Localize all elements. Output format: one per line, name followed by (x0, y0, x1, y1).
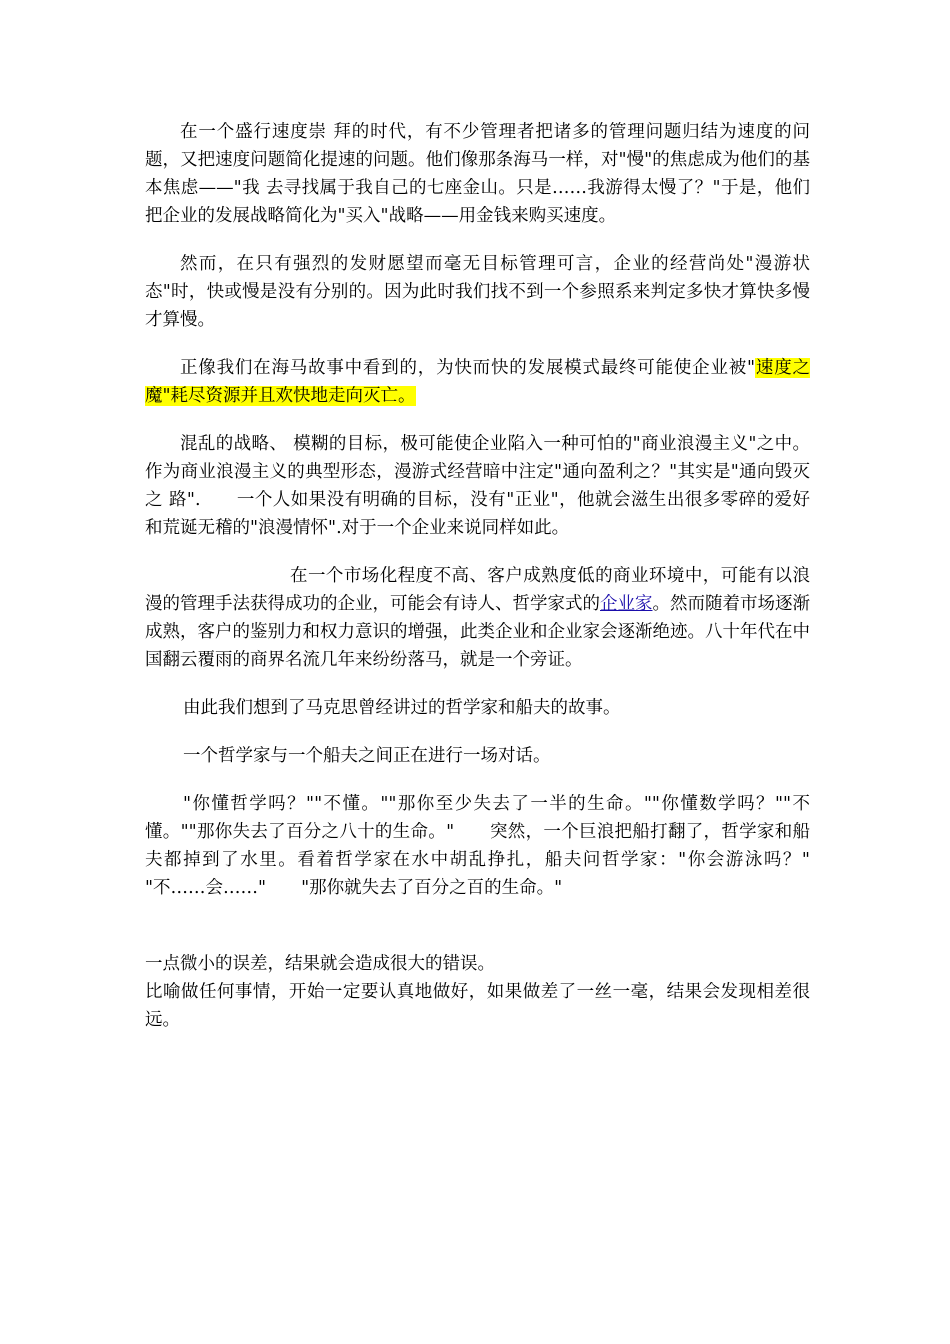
document-body (145, 118, 845, 1034)
paragraph-wandering-state: 然而，在只有强烈的发财愿望而毫无目标管理可言，企业的经营尚处"漫游状态"时，快或慢是没有分别的。因为此时我们找不到一个参照系来判定多快才算快多慢才算慢。 (145, 254, 810, 330)
entrepreneur-link[interactable]: 企业家 (600, 594, 653, 614)
paragraph-market-maturity-text-after: 。然而随着市场逐渐成熟，客户的鉴别力和权力意识的增强，此类企业和企业家会逐渐绝迹。八十年代在中国翻云覆雨的商界名流几年来纷纷落马，就是一个旁证。 (145, 594, 810, 670)
paragraph-marx-story-intro: 由此我们想到了马克思曾经讲过的哲学家和船夫的故事。 (183, 698, 621, 718)
paragraph-speed-demon (145, 354, 810, 410)
paragraph-business-romanticism: 混乱的战略、 模糊的目标，极可能使企业陷入一种可怕的"商业浪漫主义"之中。作为商业浪漫主义的典型形态，漫游式经营暗中注定"通向盈利之？"其实是"通向毁灭之 路". 一个人如果没有明确的目标，没有"正业"，他就会滋生出很多零碎的爱好和荒诞无稽的"浪漫情怀".对于一个企业来说同样如此。 (145, 434, 810, 538)
paragraph-market-maturity-text-before: 在一个市场化程度不高、客户成熟度低的商业环境中，可能有以浪漫的管理手法获得成功的企业，可能会有诗人、哲学家式的 (145, 566, 810, 614)
paragraph-small-error: 一点微小的误差，结果就会造成很大的错误。 (145, 954, 495, 974)
highlighted-text: 速度之魔"耗尽资源并且欢快地走向灭亡。 (145, 358, 810, 406)
paragraph-dialogue-intro: 一个哲学家与一个船夫之间正在进行一场对话。 (183, 746, 551, 766)
paragraph-speed-demon-text: 正像我们在海马故事中看到的，为快而快的发展模式最终可能使企业被" (180, 358, 756, 378)
paragraph-market-maturity (145, 562, 810, 674)
paragraph-philosopher-boatman-dialogue: "你懂哲学吗？""不懂。""那你至少失去了一半的生命。""你懂数学吗？""不懂。""那你失去了百分之八十的生命。" 突然，一个巨浪把船打翻了，哲学家和船夫都掉到了水里。看着哲学家在水中胡乱挣扎，船夫问哲学家："你会游泳吗？" "不……会……" "那你就失去了百分之百的生命。" (145, 794, 845, 898)
paragraph-metaphor: 比喻做任何事情，开始一定要认真地做好，如果做差了一丝一毫，结果会发现相差很远。 (145, 982, 810, 1030)
paragraph-speed-worship: 在一个盛行速度崇 拜的时代，有不少管理者把诸多的管理问题归结为速度的问题，又把速度问题简化提速的问题。他们像那条海马一样，对"慢"的焦虑成为他们的基本焦虑——"我 去寻找属于我自己的七座金山。只是……我游得太慢了？"于是，他们把企业的发展战略简化为"买入"战略——用金钱来购买速度。 (145, 122, 810, 226)
